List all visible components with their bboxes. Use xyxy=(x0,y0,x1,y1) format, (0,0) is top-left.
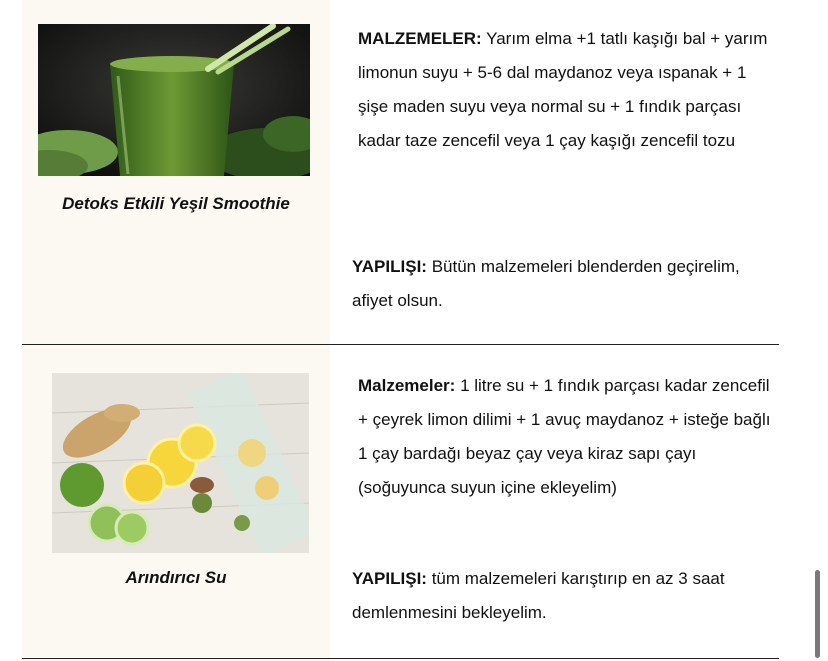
recipe-1-caption: Detoks Etkili Yeşil Smoothie xyxy=(62,194,290,213)
method-label: YAPILIŞI: xyxy=(352,569,427,588)
ingredients-label: MALZEMELER: xyxy=(358,29,482,48)
vertical-scrollbar[interactable] xyxy=(815,570,820,658)
recipe-2-method xyxy=(352,562,772,630)
method-text: tüm malzemeleri karıştırıp en az 3 saat demlenmesini bekleyelim. xyxy=(352,569,725,622)
ingredients-text: Yarım elma +1 tatlı kaşığı bal + yarım limonun suyu + 5-6 dal maydanoz veya ıspanak + 1 şişe maden suyu veya normal su + 1 fındık parçası kadar taze zencefil veya 1 çay kaşığı zencefil tozu xyxy=(358,29,768,150)
green-smoothie-image xyxy=(38,24,310,176)
ingredients-text: 1 litre su + 1 fındık parçası kadar zencefil + çeyrek limon dilimi + 1 avuç maydanoz + isteğe bağlı 1 çay bardağı beyaz çay veya kiraz sapı çayı (soğuyunca suyun içine ekleyelim) xyxy=(358,376,771,497)
row-divider-2 xyxy=(22,658,779,659)
row-divider-1 xyxy=(22,344,779,345)
method-text: Bütün malzemeleri blenderden geçirelim, afiyet olsun. xyxy=(352,257,740,310)
recipe-2-ingredients xyxy=(352,369,778,505)
method-label: YAPILIŞI: xyxy=(352,257,427,276)
recipe-2-caption: Arındırıcı Su xyxy=(125,568,227,587)
detox-water-image xyxy=(52,373,309,553)
ingredients-label: Malzemeler: xyxy=(358,376,456,395)
recipe-1-method xyxy=(352,250,772,318)
recipe-1-ingredients xyxy=(352,22,778,158)
